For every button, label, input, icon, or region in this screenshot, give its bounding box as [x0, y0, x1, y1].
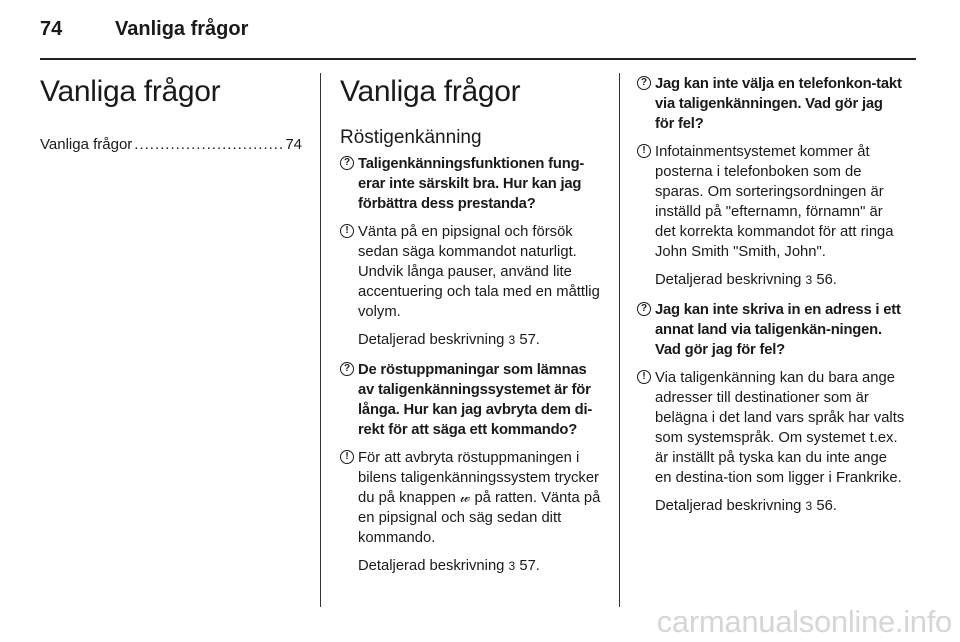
answer: [340, 448, 606, 548]
exclamation-icon: !: [340, 224, 354, 238]
page-number: 74: [40, 18, 63, 40]
reference-arrow-icon: 3: [805, 273, 813, 287]
qa-item: [637, 300, 905, 516]
answer: [340, 222, 606, 322]
reference-page[interactable]: 56.: [816, 498, 837, 514]
answer-text: Infotainmentsystemet kommer åt posterna i telefonboken som de sparas. Om sorteringsordningen är inställd på "efternamn, förnamn" är det korrekta kommandot för att ringa John Smith "Smith, John".: [655, 144, 894, 260]
question-mark-icon: ?: [340, 156, 354, 170]
exclamation-icon: !: [637, 370, 651, 384]
exclamation-icon: !: [340, 450, 354, 464]
detail-label: Detaljerad beskrivning: [358, 558, 505, 574]
header-divider: [40, 58, 916, 60]
reference-page[interactable]: 57.: [519, 332, 540, 348]
watermark: carmanualsonline.info: [656, 604, 952, 639]
toc-leader-dots: [134, 136, 283, 153]
content-column-2: [637, 74, 905, 516]
answer-text: Vänta på en pipsignal och försök sedan säga kommandot naturligt. Undvik långa pauser, använd lite accentuering och tala med en måttlig volym.: [358, 224, 600, 320]
reference-arrow-icon: 3: [805, 499, 813, 513]
question-text: De röstuppmaningar som lämnas av taligenkänningssystemet är för långa. Hur kan jag avbryta dem di-rekt för att säga ett kommando?: [358, 362, 593, 438]
question: [340, 154, 606, 214]
question: [637, 74, 905, 134]
exclamation-icon: !: [637, 144, 651, 158]
steering-voice-button-icon: 𝓌: [460, 490, 471, 506]
subheading: Röstigenkänning: [340, 127, 482, 148]
toc-title: Vanliga frågor: [40, 75, 221, 108]
detail-label: Detaljerad beskrivning: [655, 498, 802, 514]
toc-entry[interactable]: [40, 136, 302, 153]
question: [637, 300, 905, 360]
toc-entry-label: Vanliga frågor: [40, 136, 133, 153]
section-title: Vanliga frågor: [340, 75, 521, 108]
column-divider-1: [320, 73, 321, 607]
column-divider-2: [619, 73, 620, 607]
detail-label: Detaljerad beskrivning: [655, 272, 802, 288]
answer: [637, 368, 905, 488]
content-column-1: [340, 70, 606, 576]
detail-reference: [637, 496, 905, 516]
toc-entry-page: 74: [285, 136, 302, 153]
toc-column: [40, 70, 302, 153]
answer: [637, 142, 905, 262]
reference-arrow-icon: 3: [508, 559, 516, 573]
detail-reference: [637, 270, 905, 290]
answer-text: För att avbryta röstuppmaningen i bilens taligenkänningssystem trycker du på knappen: [358, 450, 599, 506]
question-mark-icon: ?: [340, 362, 354, 376]
question-text: Jag kan inte skriva in en adress i ett annat land via taligenkän-ningen. Vad gör jag för fel?: [655, 302, 901, 358]
question: [340, 360, 606, 440]
qa-item: [340, 154, 606, 350]
qa-item: [340, 360, 606, 576]
detail-reference: [340, 556, 606, 576]
reference-page[interactable]: 57.: [519, 558, 540, 574]
reference-page[interactable]: 56.: [816, 272, 837, 288]
answer-text: på ratten. Vänta på en pipsignal och säg sedan ditt kommando.: [358, 490, 601, 546]
question-text: Jag kan inte välja en telefonkon-takt via taligenkänningen. Vad gör jag för fel?: [655, 76, 902, 132]
detail-label: Detaljerad beskrivning: [358, 332, 505, 348]
header-title: Vanliga frågor: [115, 18, 249, 40]
answer-text: Via taligenkänning kan du bara ange adresser till destinationer som är belägna i det land vars språk har valts som systemspråk. Om systemet t.ex. är inställt på tyska kan du inte ange en destina-tion som ligger i Frankrike.: [655, 370, 905, 486]
question-mark-icon: ?: [637, 302, 651, 316]
qa-item: [637, 74, 905, 290]
reference-arrow-icon: 3: [508, 333, 516, 347]
question-text: Taligenkänningsfunktionen fung-erar inte särskilt bra. Hur kan jag förbättra dess prestanda?: [358, 156, 585, 212]
detail-reference: [340, 330, 606, 350]
question-mark-icon: ?: [637, 76, 651, 90]
